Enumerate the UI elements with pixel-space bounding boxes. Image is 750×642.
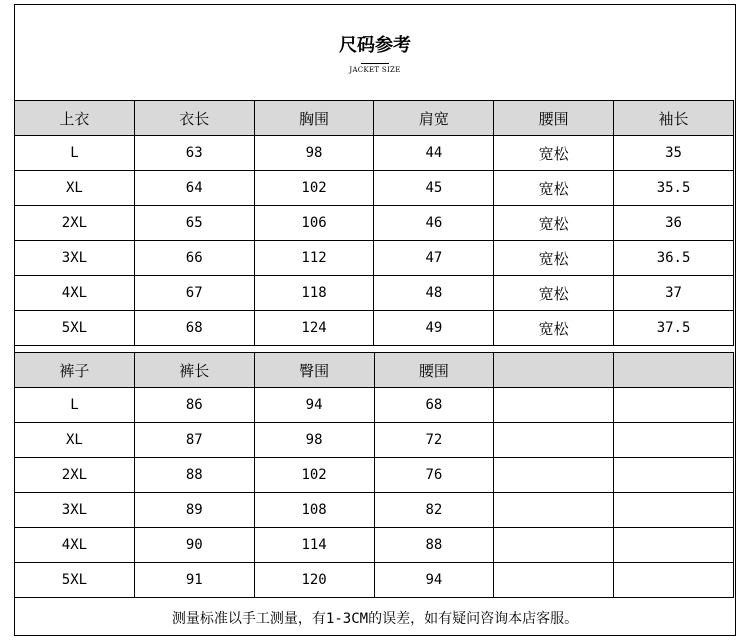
table-cell: 90 xyxy=(134,528,254,563)
table-cell: 2XL xyxy=(15,458,135,493)
column-header: 臀围 xyxy=(254,353,374,388)
table-cell: 106 xyxy=(254,206,374,241)
table-cell: 94 xyxy=(254,388,374,423)
column-header: 裤子 xyxy=(15,353,135,388)
table-header-row xyxy=(15,101,734,136)
pants-size-table xyxy=(14,352,734,598)
table-cell: 37.5 xyxy=(614,311,734,346)
table-cell: 94 xyxy=(374,563,494,598)
table-row xyxy=(15,136,734,171)
table-row xyxy=(15,171,734,206)
table-cell: 4XL xyxy=(15,276,135,311)
table-cell xyxy=(494,388,614,423)
table-cell: 68 xyxy=(374,388,494,423)
table-cell: 108 xyxy=(254,493,374,528)
table-cell: 91 xyxy=(134,563,254,598)
table-cell: 66 xyxy=(134,241,254,276)
table-cell: 88 xyxy=(134,458,254,493)
table-cell: 86 xyxy=(134,388,254,423)
table-row xyxy=(15,276,734,311)
table-cell: 114 xyxy=(254,528,374,563)
column-header xyxy=(614,353,734,388)
column-header: 裤长 xyxy=(134,353,254,388)
column-header: 腰围 xyxy=(374,353,494,388)
table-row xyxy=(15,493,734,528)
table-cell: 35 xyxy=(614,136,734,171)
table-cell: 124 xyxy=(254,311,374,346)
chart-subtitle: JACKET SIZE xyxy=(349,66,401,74)
table-cell: 47 xyxy=(374,241,494,276)
table-cell: 63 xyxy=(134,136,254,171)
jacket-size-table xyxy=(14,100,734,346)
table-cell xyxy=(614,563,734,598)
table-cell: 4XL xyxy=(15,528,135,563)
table-cell: 45 xyxy=(374,171,494,206)
title-block xyxy=(15,5,735,100)
table-cell xyxy=(494,493,614,528)
table-cell: 65 xyxy=(134,206,254,241)
table-cell: 98 xyxy=(254,423,374,458)
table-cell: 76 xyxy=(374,458,494,493)
column-header: 袖长 xyxy=(614,101,734,136)
table-cell: 37 xyxy=(614,276,734,311)
table-cell: 48 xyxy=(374,276,494,311)
table-cell: 宽松 xyxy=(494,136,614,171)
table-cell: 87 xyxy=(134,423,254,458)
column-header: 胸围 xyxy=(254,101,374,136)
table-cell: 3XL xyxy=(15,241,135,276)
table-cell xyxy=(614,493,734,528)
table-cell: 36 xyxy=(614,206,734,241)
table-cell: 82 xyxy=(374,493,494,528)
table-cell xyxy=(494,458,614,493)
size-chart xyxy=(14,4,736,636)
table-cell: 宽松 xyxy=(494,206,614,241)
table-cell: 5XL xyxy=(15,563,135,598)
table-cell xyxy=(614,528,734,563)
table-cell: 118 xyxy=(254,276,374,311)
table-row xyxy=(15,528,734,563)
table-cell: 68 xyxy=(134,311,254,346)
table-cell: 49 xyxy=(374,311,494,346)
table-cell: 44 xyxy=(374,136,494,171)
table-cell xyxy=(614,458,734,493)
column-header: 上衣 xyxy=(15,101,135,136)
table-cell: 46 xyxy=(374,206,494,241)
table-cell: 35.5 xyxy=(614,171,734,206)
table-cell: XL xyxy=(15,423,135,458)
table-cell: 88 xyxy=(374,528,494,563)
table-cell xyxy=(494,423,614,458)
table-cell: 98 xyxy=(254,136,374,171)
table-cell: 102 xyxy=(254,171,374,206)
table-row xyxy=(15,241,734,276)
chart-title: 尺码参考 xyxy=(339,35,411,56)
table-cell: XL xyxy=(15,171,135,206)
table-cell: 宽松 xyxy=(494,241,614,276)
title-divider xyxy=(361,63,389,64)
table-cell: 3XL xyxy=(15,493,135,528)
table-row xyxy=(15,458,734,493)
table-row xyxy=(15,423,734,458)
table-row xyxy=(15,563,734,598)
table-row xyxy=(15,206,734,241)
column-header: 腰围 xyxy=(494,101,614,136)
column-header xyxy=(494,353,614,388)
table-header-row xyxy=(15,353,734,388)
table-row xyxy=(15,311,734,346)
table-cell: 102 xyxy=(254,458,374,493)
table-cell: 64 xyxy=(134,171,254,206)
measurement-note: 测量标准以手工测量，有1-3CM的误差，如有疑问咨询本店客服。 xyxy=(171,611,579,627)
table-cell: 112 xyxy=(254,241,374,276)
table-cell: 36.5 xyxy=(614,241,734,276)
column-header: 肩宽 xyxy=(374,101,494,136)
table-cell: 宽松 xyxy=(494,171,614,206)
column-header: 衣长 xyxy=(134,101,254,136)
table-cell: 72 xyxy=(374,423,494,458)
table-cell: L xyxy=(15,388,135,423)
table-cell: 5XL xyxy=(15,311,135,346)
table-cell: L xyxy=(15,136,135,171)
table-cell: 宽松 xyxy=(494,276,614,311)
table-cell xyxy=(494,563,614,598)
table-cell: 120 xyxy=(254,563,374,598)
table-cell: 宽松 xyxy=(494,311,614,346)
table-cell xyxy=(614,423,734,458)
table-cell: 89 xyxy=(134,493,254,528)
table-cell xyxy=(614,388,734,423)
table-row xyxy=(15,388,734,423)
table-cell: 2XL xyxy=(15,206,135,241)
table-cell xyxy=(494,528,614,563)
table-cell: 67 xyxy=(134,276,254,311)
